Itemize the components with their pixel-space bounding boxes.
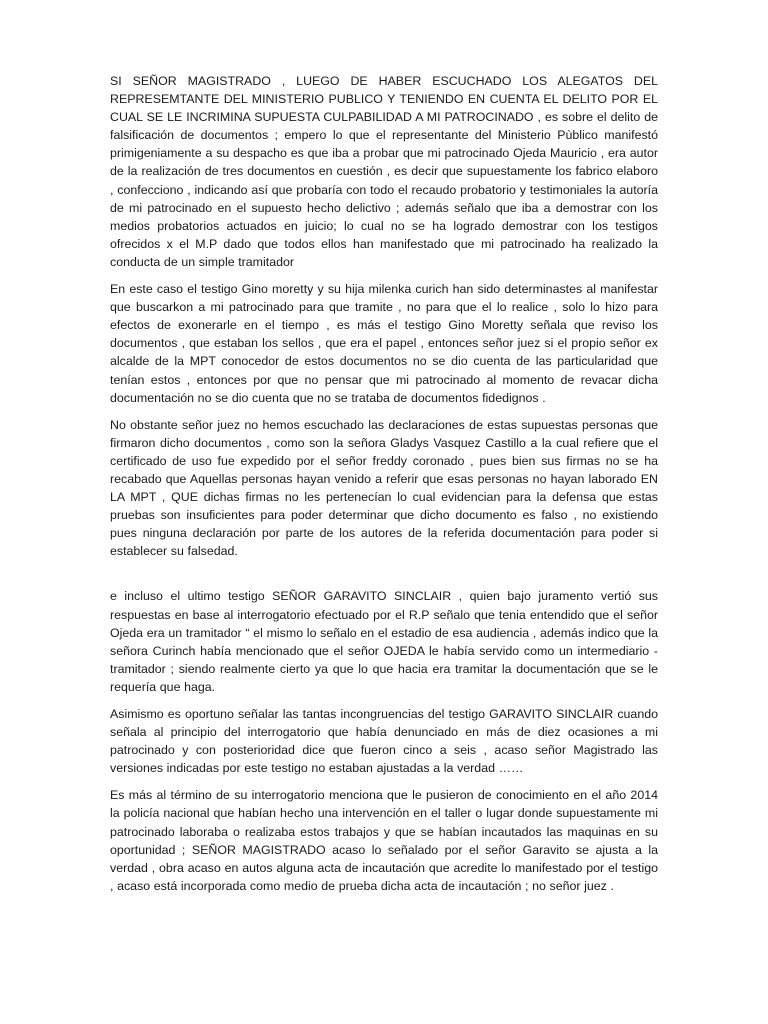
paragraph-5: Asimismo es oportuno señalar las tantas incongruencias del testigo GARAVITO SINCLAIR cuando señala al principio del interrogatorio que había denunciado en más de diez ocasiones a mi patrocinado y con posterioridad dice que fueron cinco a seis , acaso señor Magistrado las versiones indicadas por este testigo no estaban ajustadas a la verdad …… [110, 707, 658, 776]
paragraph-1: SI SEÑOR MAGISTRADO , LUEGO DE HABER ESCUCHADO LOS ALEGATOS DEL REPRESEMTANTE DEL MINISTERIO PUBLICO Y TENIENDO EN CUENTA EL DELITO POR EL CUAL SE LE INCRIMINA SUPUESTA CULPABILIDAD A MI PATROCINADO , es sobre el delito de falsificación de documentos ; empero lo que el representante del Ministerio Pùblico manifestó primigeniamente a su despacho es que iba a probar que mi patrocinado Ojeda Mauricio , era autor de la realización de tres documentos en cuestión , es decir que supuestamente los fabrico elaboro , confecciono , indicando así que probaría con todo el recaudo probatorio y testimoniales la autoría de mi patrocinado en el supuesto hecho delictivo ; además señalo que iba a demostrar con los medios probatorios actuados en juicio; lo cual no se ha logrado demostrar con los testigos ofrecidos x el M.P dado que todos ellos han manifestado que mi patrocinado ha realizado la conducta de un simple tramitador [110, 74, 658, 269]
document-page [110, 72, 658, 895]
paragraph-4: e incluso el ultimo testigo SEÑOR GARAVITO SINCLAIR , quien bajo juramento vertió sus respuestas en base al interrogatorio efectuado por el R.P señalo que tenia entendido que el señor Ojeda era un tramitador “ el mismo lo señalo en el estadio de esa audiencia , además indico que la señora Curinch había mencionado que el señor OJEDA le había servido como un intermediario - tramitador ; siendo realmente cierto ya que lo que hacia era tramitar la documentación que se le requería que haga. [110, 589, 658, 694]
paragraph-6: Es más al término de su interrogatorio menciona que le pusieron de conocimiento en el año 2014 la policía nacional que habían hecho una intervención en el taller o lugar donde supuestamente mi patrocinado laboraba o realizaba estos trabajos y que se habían incautados las maquinas en su oportunidad ; SEÑOR MAGISTRADO acaso lo señalado por el señor Garavito se ajusta a la verdad , obra acaso en autos alguna acta de incautación que acredite lo manifestado por el testigo , acaso está incorporada como medio de prueba dicha acta de incautación ; no señor juez . [110, 788, 658, 893]
paragraph-3: No obstante señor juez no hemos escuchado las declaraciones de estas supuestas personas que firmaron dicho documentos , como son la señora Gladys Vasquez Castillo a la cual refiere que el certificado de uso fue expedido por el señor freddy coronado , pues bien sus firmas no se ha recabado que Aquellas personas hayan venido a referir que esas personas no hayan laborado EN LA MPT , QUE dichas firmas no les pertenecían lo cual evidencian para la defensa que estas pruebas son insuficientes para poder determinar que dicho documento es falso , no existiendo pues ninguna declaración por parte de los autores de la referida documentación para poder si establecer su falsedad. [110, 417, 658, 559]
paragraph-2: En este caso el testigo Gino moretty y su hija milenka curich han sido determinastes al manifestar que buscarkon a mi patrocinado para que tramite , no para que el lo realice , solo lo hizo para efectos de exonerarle en el tiempo , es más el testigo Gino Moretty señala que reviso los documentos , que estaban los sellos , que era el papel , entonces señor juez si el propio señor ex alcalde de la MPT conocedor de estos documentos no se dio cuenta de las particularidad que tenían estos , entonces por que no pensar que mi patrocinado al momento de revacar dicha documentación no se dio cuenta que no se trataba de documentos fidedignos . [110, 282, 658, 405]
